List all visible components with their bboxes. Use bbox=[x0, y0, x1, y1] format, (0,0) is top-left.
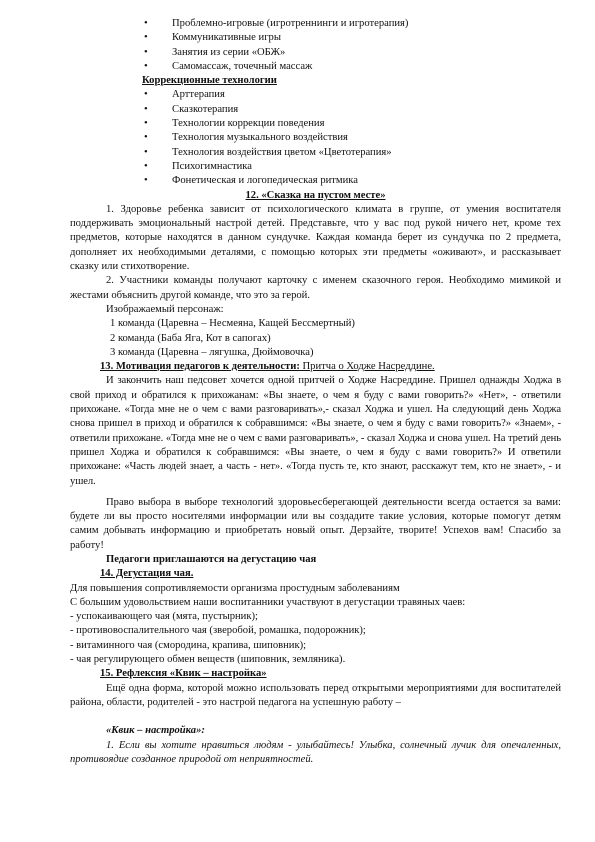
list-item: • Технология музыкального воздействия bbox=[70, 131, 561, 145]
tea-item: - витаминного чая (смородина, крапива, шиповник); bbox=[70, 639, 307, 651]
role-item: 2 команда (Баба Яга, Кот в сапогах) bbox=[110, 332, 271, 344]
section-13-paragraph-1: И закончить наш педсовет хочется одной притчей о Ходже Насреддине. Пришел однажды Ходжа в свой приход и обратился к прихожанам: «Вы знаете, о чем я буду с вами говорить?» «Нет», - ответили прихожане. «Тогда мне не о чем с вами разговаривать»,- сказал Ходжа и ушел. На следующий день Ходжа снова пришел в приход и обратился к собравшимся: «Вы знаете, о чем я буду с вами говорить?» «Знаем», - ответили прихожане. «Тогда мне не о чем с вами разговаривать», - сказал Ходжа и снова ушел. На третий день пришел Ходжа и обратился к собравшимся: «Вы знаете, о чем я буду с вами говорить?» И ответили прихожане: «Часть людей знает, а часть - нет». «Тогда пусть те, кто знают, расскажут тем, кто не знает», - и ушел. bbox=[70, 375, 561, 487]
section-13-heading-text: 13. Мотивация педагогов к деятельности: bbox=[100, 361, 300, 373]
tea-item: - противовоспалительного чая (зверобой, ромашка, подорожник); bbox=[70, 625, 366, 637]
section-12-heading: 12. «Сказка на пустом месте» bbox=[245, 189, 386, 201]
list-item: • Самомассаж, точечный массаж bbox=[70, 60, 561, 74]
kvik-label: «Квик – настройка»: bbox=[106, 725, 205, 737]
tea-line-2: С большим удовольствием наши воспитанники участвуют в дегустации травяных чаев: bbox=[70, 596, 466, 608]
correction-heading: Коррекционные технологии bbox=[142, 75, 277, 87]
section-12-paragraph-2: 2. Участники команды получают карточку с именем сказочного героя. Необходимо мимикой и жестами объяснить другой команде, что это за герой. bbox=[70, 275, 561, 301]
list-item: • Коммуникативные игры bbox=[70, 31, 561, 45]
tea-line-1: Для повышения сопротивляемости организма простудным заболеваниям bbox=[70, 582, 400, 594]
list-item: • Сказкотерапия bbox=[70, 103, 561, 117]
role-item: 3 команда (Царевна – лягушка, Дюймовочка) bbox=[110, 346, 314, 358]
list-item: • Фонетическая и логопедическая ритмика bbox=[70, 174, 561, 188]
list-item: • Проблемно-игровые (игротреннинги и игротерапия) bbox=[70, 17, 561, 31]
roles-label: Изображаемый персонаж: bbox=[106, 303, 224, 315]
section-13-heading-after: Притча о Ходже Насреддине. bbox=[299, 361, 435, 373]
tea-invite: Педагоги приглашаются на дегустацию чая bbox=[106, 553, 317, 565]
list-item: • Технология воздействия цветом «Цветотерапия» bbox=[70, 146, 561, 160]
section-13-heading bbox=[70, 360, 561, 374]
tea-item: - успокаивающего чая (мята, пустырник); bbox=[70, 611, 258, 623]
list-item: • Психогимнастика bbox=[70, 160, 561, 174]
role-item: 1 команда (Царевна – Несмеяна, Кащей Бессмертный) bbox=[110, 318, 355, 330]
section-14-heading: 14. Дегустация чая. bbox=[100, 568, 194, 580]
list-item: • Технологии коррекции поведения bbox=[70, 117, 561, 131]
kvik-text: 1. Если вы хотите нравиться людям - улыбайтесь! Улыбка, солнечный лучик для опечаленных, противоядие созданное природой от неприятностей. bbox=[70, 739, 561, 765]
section-12-paragraph-1: 1. Здоровье ребенка зависит от психологического климата в группе, от умения воспитателя поддерживать эмоциональный настрой детей. Представьте, что у вас под рукой ничего нет, кроме тех предметов, которые находятся в данном сундучке. Каждая команда берет из сундучка по 2 предмета, дополняет их необходимыми деталями, с помощью которых эти предметы «оживают», и рассказывает сказку или стихотворение. bbox=[70, 203, 561, 273]
bullet-list-top bbox=[70, 17, 561, 74]
section-15-paragraph: Ещё одна форма, которой можно использовать перед открытыми мероприятиями для воспитателей района, области, родителей - это настрой педагога на успешную работу – bbox=[70, 682, 561, 708]
tea-item: - чая регулирующего обмен веществ (шиповник, земляника). bbox=[70, 654, 346, 666]
document-page bbox=[70, 17, 561, 767]
bullet-list-correction bbox=[70, 88, 561, 188]
list-item: • Занятия из серии «ОБЖ» bbox=[70, 46, 561, 60]
section-15-heading: 15. Рефлексия «Квик – настройка» bbox=[100, 668, 267, 680]
section-13-paragraph-2: Право выбора в выборе технологий здоровьесберегающей деятельности всегда остается за вами: будете ли вы просто носителями информации или вы создадите такие условия, которые помогут детям самим добывать информацию и приобретать новый опыт. Дерзайте, творите! Успехов вам! Спасибо за работу! bbox=[70, 496, 561, 551]
list-item: • Арттерапия bbox=[70, 88, 561, 102]
